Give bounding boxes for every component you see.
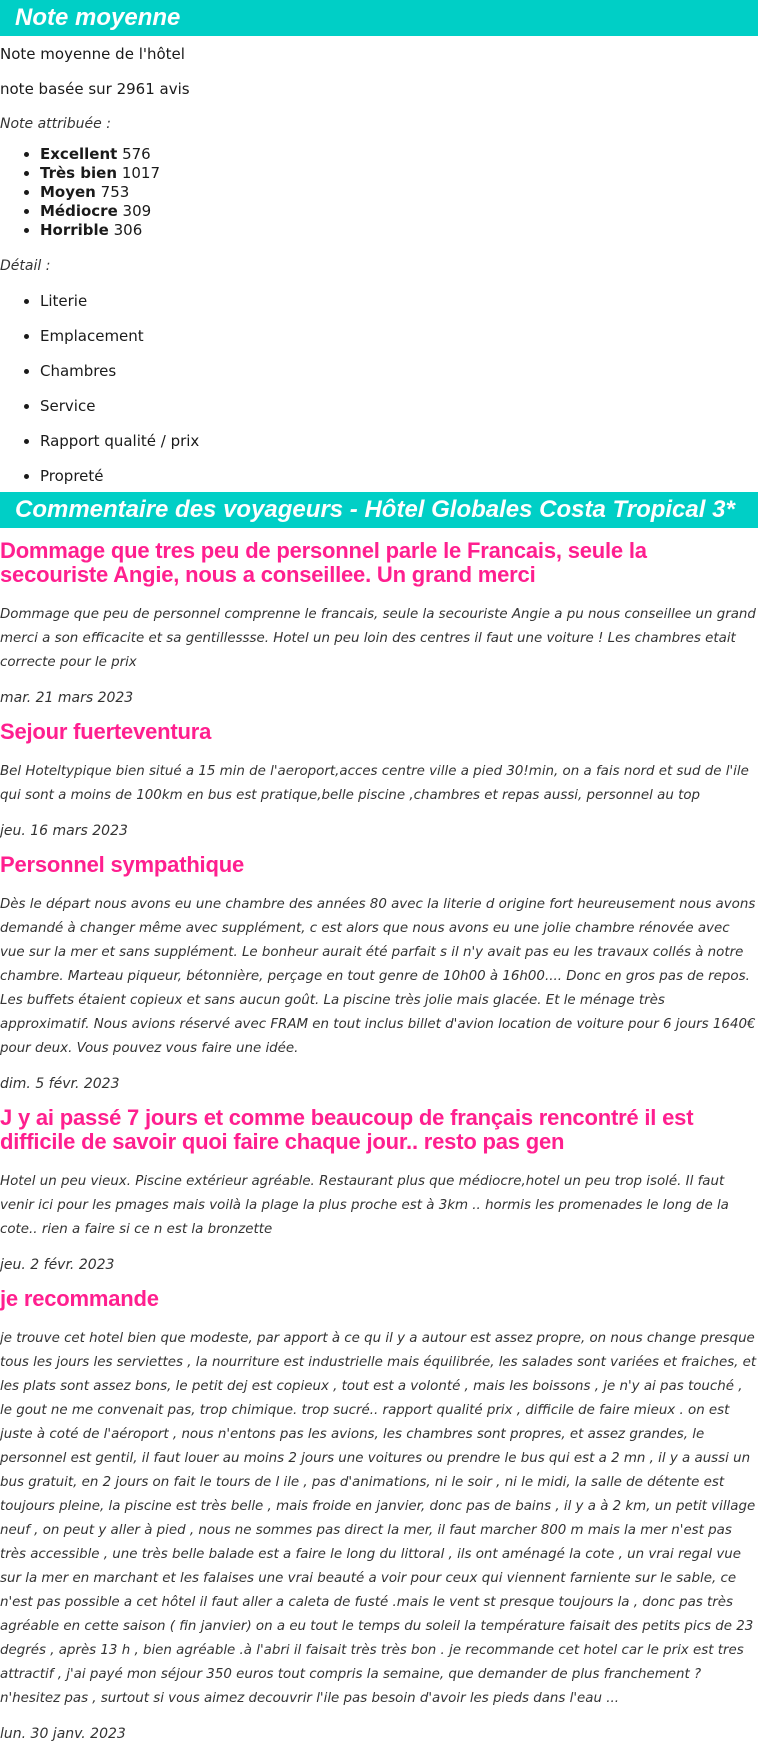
rating-count: 576 <box>122 145 151 163</box>
review-date: lun. 30 janv. 2023 <box>0 1726 126 1742</box>
review-body: Dès le départ nous avons eu une chambre des années 80 avec la literie d origine fort heureusement nous avons demandé à changer même avec supplément, c est alors que nous avons eu une jolie chambre rénovée avec vue sur la mer et sans supplément. Le bonheur aurait été parfait s il n'y avait pas eu les travaux collés à notre chambre. Marteau piqueur, bétonnière, perçage en tout genre de 10h00 à 16h00.... Donc en gros pas de repos. Les buffets étaient copieux et sans aucun goût. La piscine très jolie mais glacée. Et le ménage très approximatif. Nous avions réservé avec FRAM en tout inclus billet d'avion location de voiture pour 6 jours 1640€ pour deux. Vous pouvez vous faire une idée. <box>0 897 756 1056</box>
detail-item: • Rapport qualité / prix <box>40 432 758 450</box>
review <box>0 720 758 840</box>
rating-name: Excellent <box>40 145 118 163</box>
reviews-count: note basée sur 2961 avis <box>0 80 190 98</box>
detail-list <box>0 292 758 485</box>
comments-heading: Commentaire des voyageurs - Hôtel Globales Costa Tropical 3* <box>0 492 758 528</box>
rating-count: 306 <box>113 221 143 239</box>
review-date: jeu. 16 mars 2023 <box>0 823 128 839</box>
rating-item <box>40 221 758 240</box>
review-date: mar. 21 mars 2023 <box>0 690 134 706</box>
detail-item: • Service <box>40 397 758 415</box>
rating-label: Note attribuée : <box>0 116 111 132</box>
review-body: je trouve cet hotel bien que modeste, par apport à ce qu il y a autour est assez propre, on nous change presque tous les jours les serviettes , la nourriture est industrielle mais équilibrée, les salades sont variées et fraiches, et les plats sont assez bons, le petit dej est copieux , tout est a volonté , mais les boissons , je n'y ai pas touché , le gout ne me convenait pas, trop chimique. trop sucré.. rapport qualité prix , difficile de faire mieux . on est juste à coté de l'aéroport , nous n'entons pas les avions, les chambres sont propres, et assez grandes, le personnel est gentil, il faut louer au moins 2 jours une voitures ou prendre le bus qui est a 2 mn , il y a aussi un bus gratuit, en 2 jours on fait le tours de l ile , pas d'animations, ni le soir , ni le midi, la salle de détente est toujours pleine, la piscine est très belle , mais froide en janvier, donc pas de bains , il y a à 2 km, un petit village neuf , on peut y aller à pied , nous ne sommes pas direct la mer, il faut marcher 800 m mais la mer n'est pas très accessible , une très belle balade est a faire le long du littoral , ils ont aménagé la cote , un vrai regal vue sur la mer en marchant et les falaises une vrai beauté a voir pour ceux qui viennent farniente sur le sable, ce n'est pas possible a cet hôtel il faut aller a caleta de fusté .mais le vent st presque toujours la , donc pas très agréable en cette saison ( fin janvier) on a eu tout le temps du soleil la température faisait des petits pics de 23 degrés , après 13 h , bien agréable .à l'abri il faisait très très bon . je recommande cet hotel car le prix est tres attractif , j'ai payé mon séjour 350 euros tout compris la semaine, que demander de plus franchement ? n'hesitez pas , surtout si vous aimez decouvrir l'ile pas besoin d'avoir les pieds dans l'eau ... <box>0 1331 757 1706</box>
review-body: Dommage que peu de personnel comprenne le francais, seule la secouriste Angie a pu nous conseillee un grand merci a son efficacite et sa gentillessse. Hotel un peu loin des centres il faut une voiture ! Les chambres etait correcte pour le prix <box>0 607 756 670</box>
rating-item <box>40 183 758 202</box>
rating-item <box>40 164 758 183</box>
rating-name: Horrible <box>40 221 109 239</box>
rating-name: Médiocre <box>40 202 118 220</box>
review-title: Sejour fuerteventura <box>0 719 212 744</box>
detail-item: • Chambres <box>40 362 758 380</box>
rating-name: Très bien <box>40 164 118 182</box>
review <box>0 853 758 1093</box>
rating-item <box>40 145 758 164</box>
review-title: Personnel sympathique <box>0 852 244 877</box>
review-date: dim. 5 févr. 2023 <box>0 1076 120 1092</box>
rating-count: 309 <box>122 202 152 220</box>
review-body: Hotel un peu vieux. Piscine extérieur agréable. Restaurant plus que médiocre,hotel un peu trop isolé. Il faut venir ici pour les pmages mais voilà la plage la plus proche est à 3km .. hormis les promenades le long de la cote.. rien a faire si ce n est la bronzette <box>0 1174 729 1237</box>
review-body: Bel Hoteltypique bien situé a 15 min de l'aeroport,acces centre ville a pied 30!min, on a fais nord et sud de l'ile qui sont a moins de 100km en bus est pratique,belle piscine ,chambres et repas aussi, personnel au top <box>0 764 749 803</box>
review-list <box>0 528 758 1743</box>
review-title: Dommage que tres peu de personnel parle le Francais, seule la secouriste Angie, nous a conseillee. Un grand merci <box>0 538 647 587</box>
ratings-list <box>0 145 758 240</box>
rating-count: 753 <box>100 183 130 201</box>
review-date: jeu. 2 févr. 2023 <box>0 1257 115 1273</box>
rating-item <box>40 202 758 221</box>
detail-label: Détail : <box>0 258 51 274</box>
rating-count: 1017 <box>121 164 161 182</box>
note-subtitle: Note moyenne de l'hôtel <box>0 45 185 63</box>
rating-name: Moyen <box>40 183 96 201</box>
detail-item: • Propreté <box>40 467 758 485</box>
review <box>0 1287 758 1743</box>
detail-item: • Literie <box>40 292 758 310</box>
review-title: je recommande <box>0 1286 159 1311</box>
note-heading: Note moyenne <box>0 0 758 36</box>
review <box>0 1106 758 1274</box>
review <box>0 539 758 707</box>
review-title: J y ai passé 7 jours et comme beaucoup de français rencontré il est difficile de savoir quoi faire chaque jour.. resto pas gen <box>0 1105 694 1154</box>
detail-item: • Emplacement <box>40 327 758 345</box>
